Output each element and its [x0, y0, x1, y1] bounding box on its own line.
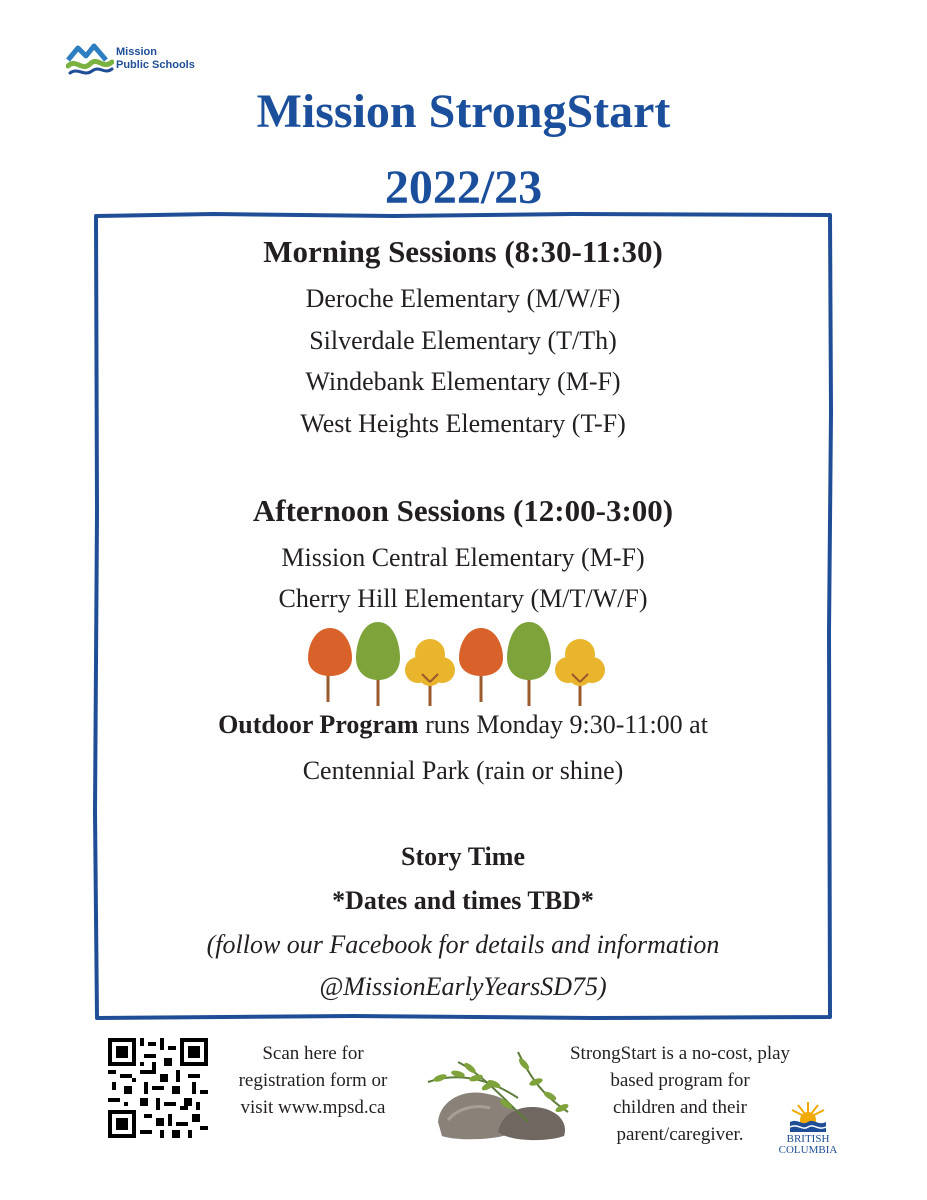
outdoor-program-line — [93, 708, 833, 742]
outdoor-program-location: Centennial Park (rain or shine) — [302, 756, 624, 785]
tree-icon — [356, 622, 400, 706]
story-time-dates: *Dates and times TBD* — [332, 886, 594, 915]
tree-icon — [459, 628, 503, 702]
description-line: children and their — [612, 1097, 747, 1118]
logo-line2: Public Schools — [116, 59, 195, 71]
scan-line: Scan here for — [262, 1043, 364, 1064]
tree-icon — [555, 639, 605, 706]
scan-line: visit www.mpsd.ca — [240, 1097, 386, 1118]
morning-heading: Morning Sessions (8:30-11:30) — [263, 234, 663, 269]
afternoon-school: Cherry Hill Elementary (M/T/W/F) — [278, 584, 648, 613]
mountain-waves-icon — [66, 42, 114, 76]
description-line: StrongStart is a no-cost, play — [569, 1043, 791, 1064]
scan-instructions — [218, 1040, 408, 1121]
afternoon-heading: Afternoon Sessions (12:00-3:00) — [252, 493, 674, 528]
tree-icon — [308, 628, 352, 702]
sun-waves-icon — [772, 1100, 844, 1134]
description-line: based program for — [610, 1070, 750, 1091]
facebook-note: (follow our Facebook for details and information — [206, 930, 720, 959]
story-time-heading: Story Time — [401, 842, 525, 871]
afternoon-school: Mission Central Elementary (M-F) — [281, 543, 645, 572]
logo-text — [116, 46, 195, 72]
page-title: Mission StrongStart — [256, 85, 671, 138]
tree-icon — [507, 622, 551, 706]
scan-line: registration form or — [238, 1070, 388, 1091]
mission-public-schools-logo — [66, 42, 236, 82]
morning-school: Windebank Elementary (M-F) — [305, 367, 621, 396]
outdoor-program-label: Outdoor Program — [218, 710, 419, 739]
page-subtitle-year: 2022/23 — [384, 161, 543, 214]
registration-qr-code[interactable] — [108, 1038, 208, 1138]
tree-icon — [405, 639, 455, 706]
bc-logo-line: BRITISH — [786, 1133, 830, 1145]
outdoor-program-details: runs Monday 9:30-11:00 at — [418, 710, 708, 739]
bc-logo-line: COLUMBIA — [778, 1144, 838, 1156]
schedule-content — [93, 212, 833, 1020]
rock-leaves-illustration — [418, 1042, 578, 1142]
program-description — [560, 1040, 800, 1148]
morning-school: Deroche Elementary (M/W/F) — [305, 284, 621, 313]
morning-school: West Heights Elementary (T-F) — [300, 409, 626, 438]
logo-line1: Mission — [116, 46, 157, 58]
bc-logo-text — [772, 1134, 844, 1156]
morning-school: Silverdale Elementary (T/Th) — [309, 326, 617, 355]
trees-illustration — [308, 620, 618, 712]
description-line: parent/caregiver. — [616, 1124, 744, 1145]
facebook-handle: @MissionEarlyYearsSD75) — [319, 972, 607, 1001]
british-columbia-logo — [772, 1100, 844, 1160]
